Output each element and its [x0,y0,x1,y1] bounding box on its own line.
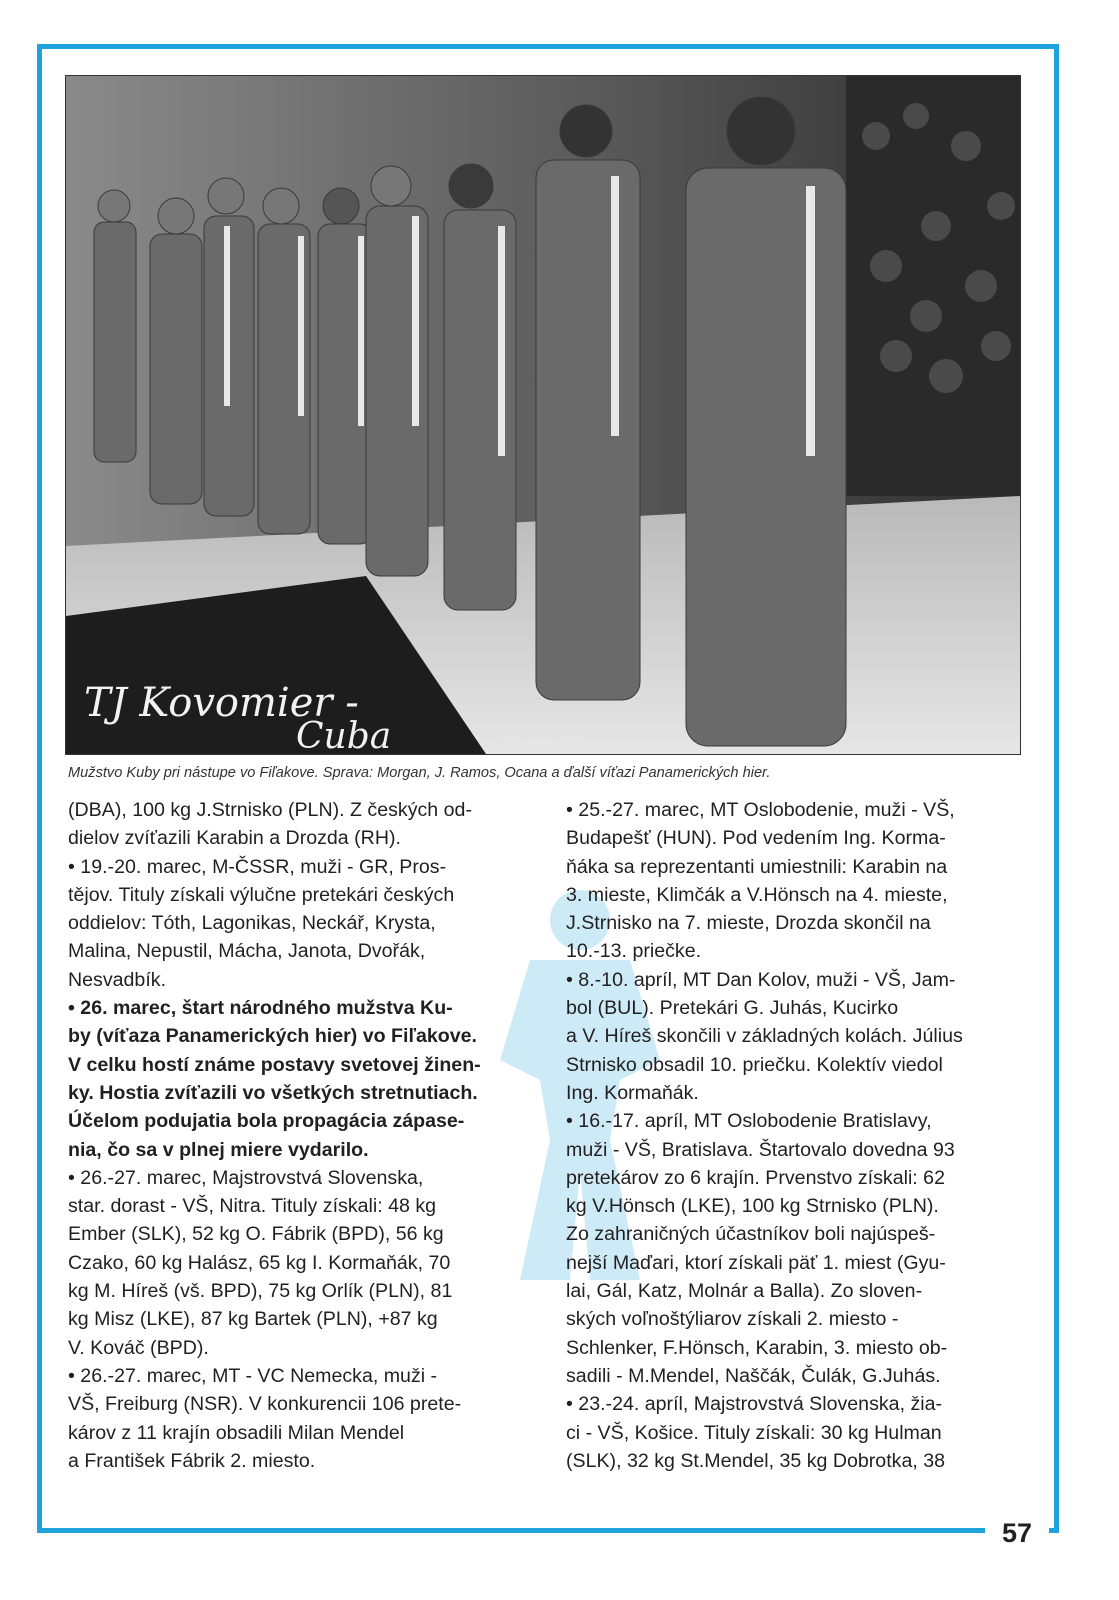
text-line: nejší Maďari, ktorí získali päť 1. miest (Gyu- [566,1251,946,1274]
text-line: bol (BUL). Pretekári G. Juhás, Kucirko [566,997,899,1020]
paragraph [68,1362,524,1475]
text-line: lai, Gál, Katz, Molnár a Balla). Zo sloven- [566,1280,923,1303]
text-line: • 26.-27. marec, Majstrovstvá Slovenska, [68,1166,424,1189]
paragraph [68,796,524,853]
paragraph [68,853,524,994]
text-line: Zo zahraničných účastníkov boli najúspeš- [566,1223,936,1246]
article-right-column [566,796,1022,1475]
text-line: VŠ, Freiburg (NSR). V konkurencii 106 prete- [68,1393,462,1416]
photo-caption: Mužstvo Kuby pri nástupe vo Fiľakove. Sprava: Morgan, J. Ramos, Ocana a ďalší víťazi Panamerických hier. [68,765,771,781]
text-line: dielov zvíťazili Karabin a Drozda (RH). [68,827,401,850]
text-line: tějov. Tituly získali výlučne pretekári českých [68,883,455,906]
text-line: a V. Híreš skončili v základných kolách. Július [566,1025,963,1048]
paragraph [68,994,524,1164]
text-line: ských voľnoštýliarov získali 2. miesto - [566,1308,899,1331]
text-line: sadili - M.Mendel, Naščák, Čulák, G.Juhás. [566,1364,941,1387]
text-line: Malina, Nepustil, Mácha, Janota, Dvořák, [68,940,426,963]
text-line: (SLK), 32 kg St.Mendel, 35 kg Dobrotka, 38 [566,1449,946,1472]
text-line: Schlenker, F.Hönsch, Karabin, 3. miesto ob- [566,1336,948,1359]
text-line: J.Strnisko na 7. mieste, Drozda skončil na [566,912,931,935]
text-line: • 8.-10. apríl, MT Dan Kolov, muži - VŠ, Jam- [566,968,956,991]
text-line: ci - VŠ, Košice. Tituly získali: 30 kg Hulman [566,1421,942,1444]
text-line: • 16.-17. apríl, MT Oslobodenie Bratislavy, [566,1110,932,1133]
text-line: Strnisko obsadil 10. priečku. Kolektív viedol [566,1053,943,1076]
text-line: Nesvadbík. [68,968,167,991]
paragraph [68,1164,524,1362]
text-line: kg Misz (LKE), 87 kg Bartek (PLN), +87 kg [68,1308,438,1331]
article-left-column [68,796,524,1475]
text-line: károv z 11 krajín obsadili Milan Mendel [68,1421,405,1444]
paragraph [566,796,1022,966]
text-line: V celku hostí známe postavy svetovej žinen- [68,1053,481,1076]
text-line: nia, čo sa v plnej miere vydarilo. [68,1138,369,1161]
text-line: kg M. Híreš (vš. BPD), 75 kg Orlík (PLN), 81 [68,1280,453,1303]
text-line: (DBA), 100 kg J.Strnisko (PLN). Z českých od- [68,799,472,821]
paragraph [566,1390,1022,1475]
paragraph [566,1107,1022,1390]
text-line: star. dorast - VŠ, Nitra. Tituly získali: 48 kg [68,1195,437,1218]
text-line: oddielov: Tóth, Lagonikas, Neckář, Krysta, [68,912,436,935]
svg-text:26.III.77: 26.III.77 [496,733,584,754]
text-line: 10.-13. priečke. [566,940,702,963]
text-line: pretekárov zo 6 krajín. Prvenstvo získali: 62 [566,1166,945,1189]
text-line: muži - VŠ, Bratislava. Štartovalo dovedna 93 [566,1138,955,1161]
text-line: • 23.-24. apríl, Majstrovstvá Slovenska, žia- [566,1393,943,1416]
paragraph [566,966,1022,1107]
text-line: Ember (SLK), 52 kg O. Fábrik (BPD), 56 kg [68,1223,444,1246]
text-line: 3. mieste, Klimčák a V.Hönsch na 4. mieste, [566,883,948,906]
text-line: ky. Hostia zvíťazili vo všetkých stretnutiach. [68,1081,478,1104]
text-line: • 26. marec, štart národného mužstva Ku- [68,997,453,1020]
text-line: a František Fábrik 2. miesto. [68,1449,316,1472]
text-line: by (víťaza Panamerických hier) vo Fiľakove. [68,1025,477,1048]
text-line: • 19.-20. marec, M-ČSSR, muži - GR, Pros- [68,855,447,878]
text-line: • 25.-27. marec, MT Oslobodenie, muži - VŠ, [566,799,955,821]
text-line: Ing. Kormaňák. [566,1081,699,1104]
page-number-box [985,1513,1049,1553]
text-line: V. Kováč (BPD). [68,1336,209,1359]
svg-text:Cuba: Cuba [296,716,392,754]
photo-illustration [66,76,1020,754]
team-photo [65,75,1021,755]
page-number: 57 [1001,1517,1033,1548]
text-line: ňáka sa reprezentanti umiestnili: Karabin na [566,855,948,878]
svg-text:TJ Kovomier -: TJ Kovomier - [84,680,359,726]
text-line: Účelom podujatia bola propagácia zápase- [68,1110,465,1133]
text-line: kg V.Hönsch (LKE), 100 kg Strnisko (PLN). [566,1195,939,1218]
text-line: Czako, 60 kg Halász, 65 kg I. Kormaňák, 70 [68,1251,451,1274]
text-line: • 26.-27. marec, MT - VC Nemecka, muži - [68,1364,438,1387]
text-line: Budapešť (HUN). Pod vedením Ing. Korma- [566,827,946,850]
